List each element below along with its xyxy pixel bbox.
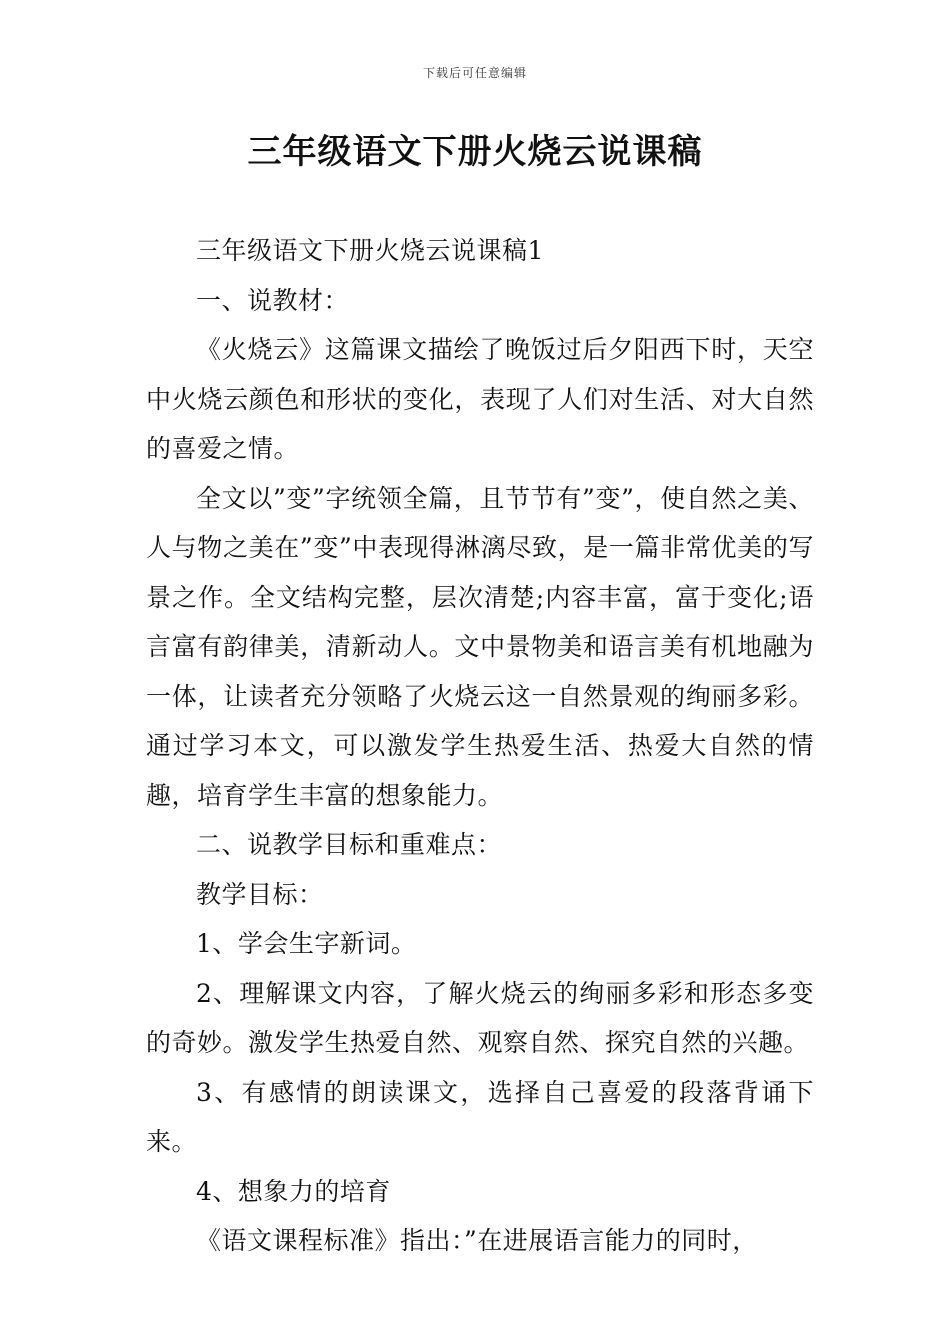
paragraph: 《语文课程标准》指出：”在进展语言能力的同时，	[196, 1226, 758, 1255]
list-item: 2、理解课文内容，了解火烧云的绚丽多彩和形态多变的奇妙。激发学生热爱自然、观察自然、探究自然的兴趣。	[146, 978, 814, 1057]
section-heading: 一、说教材：	[196, 285, 350, 315]
list-item: 1、学会生字新词。	[196, 929, 417, 958]
document-title: 三年级语文下册火烧云说课稿	[247, 132, 703, 172]
list-item: 3、有感情的朗读课文，选择自己喜爱的段落背诵下来。	[146, 1077, 814, 1156]
subheading: 教学目标：	[196, 879, 324, 909]
paragraph: 全文以”变”字统领全篇，且节节有”变”，使自然之美、人与物之美在”变”中表现得淋漓尽致，是一篇非常优美的写景之作。全文结构完整，层次清楚;内容丰富，富于变化;语言富有韵律美，清新动人。文中景物美和语言美有机地融为一体，让读者充分领略了火烧云这一自然景观的绚丽多彩。通过学习本文，可以激发学生热爱生活、热爱大自然的情趣，培育学生丰富的想象能力。	[146, 483, 814, 810]
section-heading: 三年级语文下册火烧云说课稿1	[196, 236, 544, 265]
section-heading: 二、说教学目标和重难点：	[196, 830, 503, 859]
header-note: 下载后可任意编辑	[422, 66, 527, 80]
list-item: 4、想象力的培育	[196, 1176, 391, 1206]
paragraph: 《火烧云》这篇课文描绘了晚饭过后夕阳西下时，天空中火烧云颜色和形状的变化，表现了人们对生活、对大自然的喜爱之情。	[146, 335, 814, 463]
document-body	[146, 226, 814, 1266]
